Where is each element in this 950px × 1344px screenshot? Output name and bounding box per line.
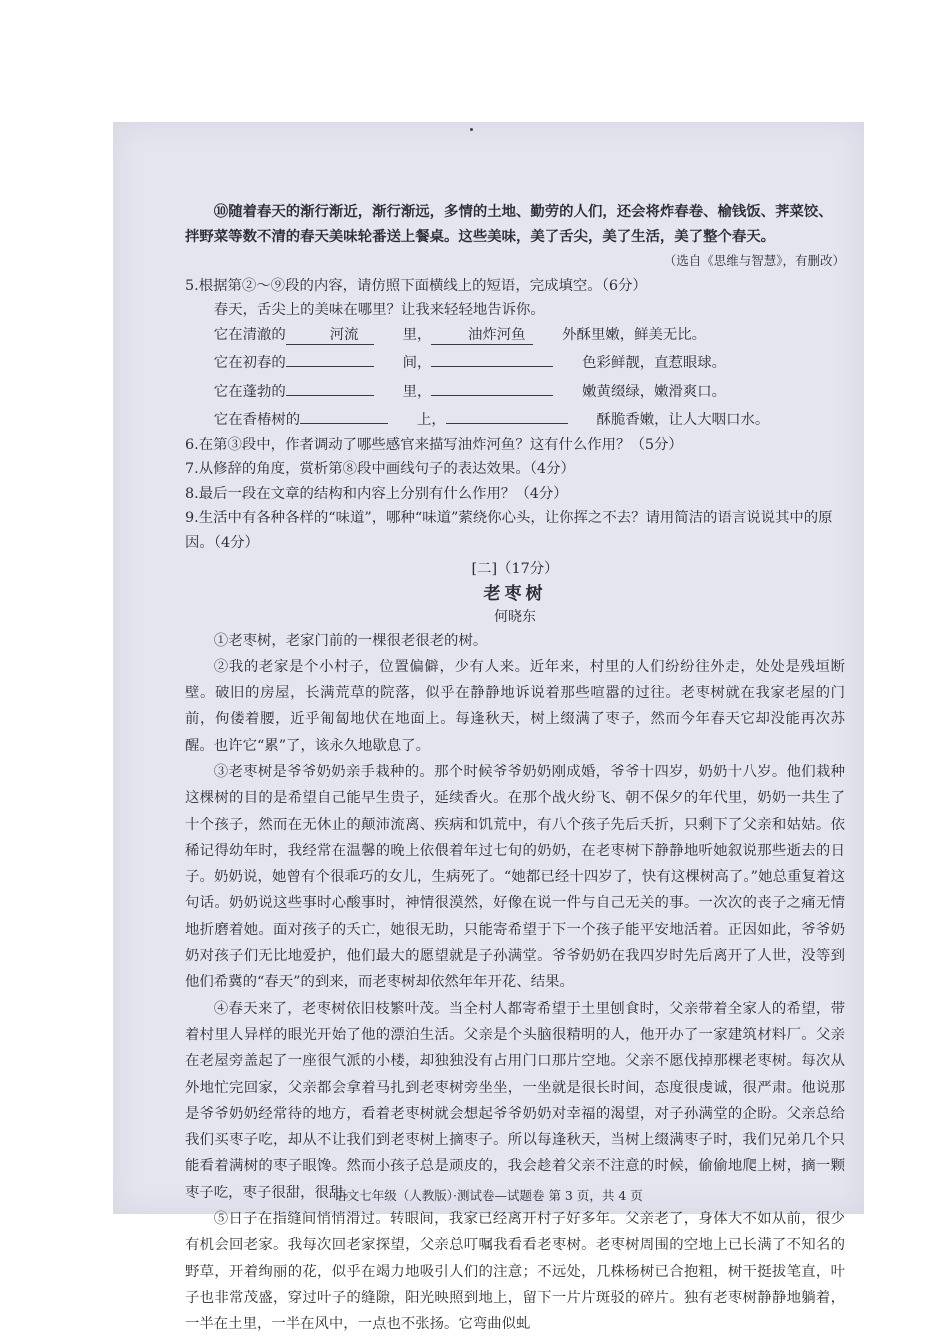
fill-text: 它在初春的 — [213, 355, 286, 371]
fill-text: 间， — [402, 355, 432, 371]
question-9: 9.生活中有各种各样的“味道”，哪种“味道”萦绕你心头，让你挥之不去？请用简洁的语言说说其中的原因。（4分） — [185, 510, 833, 551]
page-content — [185, 200, 845, 1338]
question-5-lead: 春天，舌尖上的美味在哪里？让我来轻轻地告诉你。 — [213, 302, 545, 318]
article-paragraph-4: ④春天来了，老枣树依旧枝繁叶茂。当全村人都寄希望于土里刨食时，父亲带着全家人的希望，带着村里人异样的眼光开始了他的漂泊生活。父亲是个头脑很精明的人，他开办了一家建筑材料厂。父亲在老屋旁盖起了一座很气派的小楼，却独独没有占用门口那片空地。父亲不愿伐掉那棵老枣树。每次从外地忙完回家，父亲都会拿着马扎到老枣树旁坐坐，一坐就是很长时间，态度很虔诚，很严肃。他说那是爷爷奶奶经常待的地方，看着老枣树就会想起爷爷奶奶对幸福的渴望，对子孙满堂的企盼。父亲总给我们买枣子吃，却从不让我们到老枣树上摘枣子。所以每逢秋天，当树上缀满枣子时，我们兄弟几个只能看着满树的枣子眼馋。然而小孩子总是顽皮的，我会趁着父亲不注意的时候，偷偷地爬上树，摘一颗枣子吃，枣子很甜，很甜。 — [185, 1000, 845, 1201]
article-paragraph-5: ⑤日子在指缝间悄悄滑过。转眼间，我家已经离开村子好多年。父亲老了，身体大不如从前，很少有机会回老家。我每次回老家探望，父亲总叮嘱我看看老枣树。老枣树周围的空地上已长满了不知名的野草，开着绚丽的花，似乎在竭力地吸引人们的注意；不远处，几株杨树已合抱粗，树干挺拔笔直，叶子也非常茂盛，穿过叶子的缝隙，阳光映照到地上，留下一片片斑驳的碎片。独有老枣树静静地躺着，一半在土里，一半在风中，一点也不张扬。它弯曲似虬 — [185, 1211, 845, 1333]
source-note: （选自《思维与智慧》，有删改） — [663, 253, 845, 268]
fill-blank-2a[interactable] — [286, 347, 374, 367]
fill-line-2 — [185, 347, 845, 376]
article-author: 何晓东 — [494, 608, 536, 625]
fill-blank-2b[interactable] — [431, 347, 553, 367]
fill-blank-4a[interactable] — [300, 404, 388, 424]
fill-text: 里， — [402, 326, 432, 343]
fill-line-4 — [185, 404, 845, 433]
fill-text: 上， — [416, 412, 446, 428]
fill-text: 色彩鲜靓，直惹眼球。 — [582, 355, 727, 371]
fill-blank-3a[interactable] — [286, 376, 374, 396]
section-2-label: [二]（17分） — [471, 561, 559, 577]
question-6: 6.在第③段中，作者调动了哪些感官来描写油炸河鱼？这有什么作用？（5分） — [185, 436, 683, 453]
fill-text: 酥脆香嫩，让人大咽口水。 — [596, 412, 770, 428]
fill-text: 它在香椿树的 — [213, 412, 301, 428]
exam-page — [113, 122, 864, 1333]
question-8: 8.最后一段在文章的结构和内容上分别有什么作用？（4分） — [185, 485, 568, 502]
fill-text: 它在清澈的 — [213, 326, 286, 343]
question-5: 5.根据第②～⑨段的内容，请仿照下面横线上的短语，完成填空。（6分） — [185, 277, 647, 294]
fill-blank-3b[interactable] — [431, 376, 553, 396]
fill-text: 里， — [402, 383, 432, 400]
fill-line-3 — [185, 376, 845, 405]
page-footer: 语文七年级（人教版）·测试卷—试题卷 第 3 页，共 4 页 — [334, 1188, 643, 1203]
article-paragraph-3: ③老枣树是爷爷奶奶亲手栽种的。那个时候爷爷奶奶刚成婚，爷爷十四岁，奶奶十八岁。他们栽种这棵树的目的是希望自己能早生贵子，延续香火。在那个战火纷飞、朝不保夕的年代里，奶奶一共生了十个孩子，然而在无休止的颠沛流离、疾病和饥荒中，有八个孩子先后夭折，只剩下了父亲和姑姑。依稀记得幼年时，我经常在温馨的晚上依偎着年过七旬的奶奶，在老枣树下静静地听她叙说那些逝去的日子。奶奶说，她曾有个很乖巧的女儿，生病死了。“她都已经十四岁了，快有这棵树高了。”她总重复着这句话。奶奶说这些事时心酸事时，神情很漠然，好像在说一件与自己无关的事。一次次的丧子之痛无情地折磨着她。面对孩子的夭亡，她很无助，只能寄希望于下一个孩子能平安地活着。正因如此，爷爷奶奶对孩子们无比地爱护，他们最大的愿望就是子孙满堂。爷爷奶奶在我四岁时先后离开了人世，没等到他们希冀的“春天”的到来，而老枣树却依然年年开花、结果。 — [185, 763, 845, 991]
paragraph-10: ⑩随着春天的渐行渐近，渐行渐远，多情的土地、勤劳的人们，还会将炸春卷、榆钱饭、荠菜饺、拌野菜等数不清的春天美味轮番送上餐桌。这些美味，美了舌尖，美了生活，美了整个春天。 — [185, 203, 833, 245]
fill-text: 嫩黄缀绿，嫩滑爽口。 — [582, 383, 727, 400]
fill-text: 外酥里嫩，鲜美无比。 — [562, 326, 707, 343]
fill-line-1 — [185, 323, 845, 348]
article-title: 老枣树 — [483, 583, 547, 604]
question-7: 7.从修辞的角度，赏析第⑧段中画线句子的表达效果。（4分） — [185, 461, 575, 477]
article-paragraph-2: ②我的老家是个小村子，位置偏僻，少有人来。近年来，村里的人们纷纷往外走，处处是残垣断壁。破旧的房屋，长满荒草的院落，似乎在静静地诉说着那些喧嚣的过往。老枣树就在我家老屋的门前，佝偻着腰，近乎匍匐地伏在地面上。每逢秋天，树上缀满了枣子，然而今年春天它却没能再次苏醒。也许它“累”了，该永久地歇息了。 — [185, 658, 845, 754]
fill-blank-1a[interactable]: 河流 — [286, 325, 374, 345]
article-paragraph-1: ①老枣树，老家门前的一棵很老很老的树。 — [213, 632, 488, 649]
fill-blank-1b[interactable]: 油炸河鱼 — [431, 325, 533, 345]
fill-text: 它在蓬勃的 — [213, 383, 286, 400]
scan-speck — [470, 128, 473, 131]
fill-blank-4b[interactable] — [446, 404, 568, 424]
